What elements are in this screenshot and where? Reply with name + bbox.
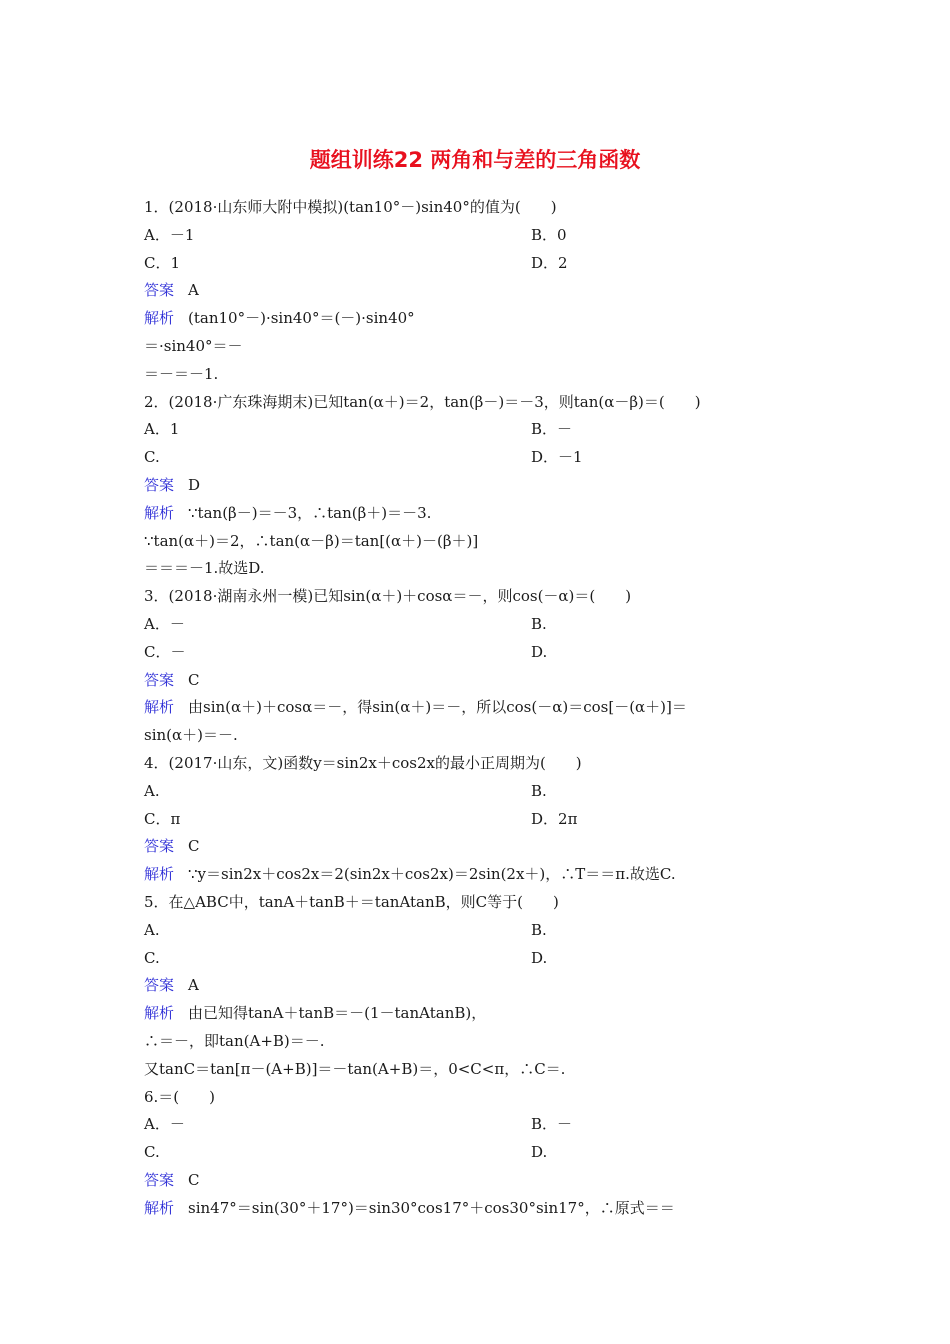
analysis-label: 解析 bbox=[144, 503, 175, 522]
q5-answer bbox=[144, 972, 812, 1000]
q1-stem: 1．(2018·山东师大附中模拟)(tan10°－)sin40°的值为( ) bbox=[144, 198, 557, 216]
q5-option-c: C. bbox=[144, 948, 160, 967]
q6-analysis bbox=[144, 1195, 812, 1223]
analysis-label: 解析 bbox=[144, 1004, 175, 1023]
q6-analysis-line-1: sin47°＝sin(30°＋17°)＝sin30°cos17°＋cos30°sin17°，∴原式＝＝ bbox=[188, 1198, 675, 1217]
analysis-label: 解析 bbox=[144, 309, 175, 328]
q6-answer bbox=[144, 1167, 812, 1195]
q2-answer-value: D bbox=[188, 475, 201, 494]
q6-options-ab bbox=[144, 1111, 812, 1139]
q1-option-b: B．0 bbox=[531, 225, 567, 244]
q1-analysis-line-2: ＝·sin40°＝－ bbox=[144, 336, 243, 355]
q4-option-a: A. bbox=[144, 781, 160, 800]
q3-analysis-line-2: sin(α＋)＝－. bbox=[144, 726, 238, 745]
q1-option-a: A．－1 bbox=[144, 225, 195, 244]
q2-analysis bbox=[144, 500, 812, 528]
q4-option-c: C．π bbox=[144, 809, 181, 828]
q6-stem: 6.＝( ) bbox=[144, 1087, 216, 1106]
q6-option-b: B．－ bbox=[531, 1115, 573, 1134]
q3-answer-value: C bbox=[188, 670, 200, 689]
answer-label: 答案 bbox=[144, 670, 175, 689]
q3-analysis-line-1: 由sin(α＋)＋cosα＝－，得sin(α＋)＝－，所以cos(－α)＝cos[－(α＋)]＝ bbox=[188, 698, 687, 717]
q2-analysis-line-1: ∵tan(β－)＝－3，∴tan(β＋)＝－3. bbox=[188, 503, 432, 522]
q2-options-ab bbox=[144, 416, 812, 444]
q2-option-a: A．1 bbox=[144, 420, 180, 439]
q6-answer-value: C bbox=[188, 1170, 200, 1189]
q1-analysis-line-3: ＝－＝－1. bbox=[144, 364, 219, 383]
q5-option-a: A. bbox=[144, 920, 160, 939]
q3-option-d: D. bbox=[531, 642, 548, 661]
answer-label: 答案 bbox=[144, 475, 175, 494]
q5-option-b: B. bbox=[531, 920, 547, 939]
q2-option-d: D．－1 bbox=[531, 448, 583, 467]
q1-option-c: C．1 bbox=[144, 253, 181, 272]
q5-stem: 5．在△ABC中，tanA＋tanB＋＝tanAtanB，则C等于( ) bbox=[144, 892, 559, 911]
answer-label: 答案 bbox=[144, 1170, 175, 1189]
q2-stem: 2．(2018·广东珠海期末)已知tan(α＋)＝2，tan(β－)＝－3，则tan(α－β)＝( ) bbox=[144, 392, 701, 411]
q2-option-b: B．－ bbox=[531, 420, 573, 439]
q4-options-cd bbox=[144, 806, 812, 834]
q2-answer bbox=[144, 472, 812, 500]
q1-answer bbox=[144, 277, 812, 305]
q5-answer-value: A bbox=[188, 976, 199, 995]
q4-option-b: B. bbox=[531, 781, 547, 800]
q4-analysis-line-1: ∵y＝sin2x＋cos2x＝2(sin2x＋cos2x)＝2sin(2x＋)，∴T＝＝π.故选C. bbox=[188, 865, 676, 884]
q5-analysis-line-3: 又tanC＝tan[π－(A+B)]＝－tan(A+B)＝，0<C<π，∴C＝. bbox=[144, 1059, 566, 1078]
q6-option-c: C. bbox=[144, 1143, 160, 1162]
q5-analysis-line-1: 由已知得tanA＋tanB＝－(1－tanAtanB)， bbox=[188, 1004, 487, 1023]
q3-analysis bbox=[144, 694, 812, 722]
q1-options-cd bbox=[144, 250, 812, 278]
q1-analysis-line-1: (tan10°－)·sin40°＝(－)·sin40° bbox=[188, 309, 415, 328]
q6-option-a: A．－ bbox=[144, 1115, 185, 1134]
q1-analysis bbox=[144, 305, 812, 333]
q5-option-d: D. bbox=[531, 948, 548, 967]
q4-answer-value: C bbox=[188, 837, 200, 856]
q3-option-b: B. bbox=[531, 614, 547, 633]
q5-analysis bbox=[144, 1000, 812, 1028]
q3-options-cd bbox=[144, 639, 812, 667]
q4-answer bbox=[144, 833, 812, 861]
analysis-label: 解析 bbox=[144, 1198, 175, 1217]
answer-label: 答案 bbox=[144, 281, 175, 300]
q1-answer-value: A bbox=[188, 281, 199, 300]
q4-option-d: D．2π bbox=[531, 809, 578, 828]
q3-option-c: C．－ bbox=[144, 642, 186, 661]
q5-analysis-line-2: ∴＝－，即tan(A+B)＝－. bbox=[144, 1031, 325, 1050]
answer-label: 答案 bbox=[144, 976, 175, 995]
q2-option-c: C. bbox=[144, 448, 160, 467]
q5-options-cd bbox=[144, 945, 812, 973]
q4-stem: 4．(2017·山东，文)函数y＝sin2x＋cos2x的最小正周期为( ) bbox=[144, 753, 582, 772]
q4-options-ab bbox=[144, 778, 812, 806]
q2-analysis-line-2: ∵tan(α＋)＝2，∴tan(α－β)＝tan[(α＋)－(β＋)] bbox=[144, 531, 479, 550]
q2-analysis-line-3: ＝＝＝－1.故选D. bbox=[144, 559, 265, 578]
q3-options-ab bbox=[144, 611, 812, 639]
q3-answer bbox=[144, 667, 812, 695]
q6-options-cd bbox=[144, 1139, 812, 1167]
q3-option-a: A．－ bbox=[144, 614, 185, 633]
q6-option-d: D. bbox=[531, 1143, 548, 1162]
analysis-label: 解析 bbox=[144, 698, 175, 717]
question-list bbox=[144, 194, 812, 1222]
q5-options-ab bbox=[144, 917, 812, 945]
analysis-label: 解析 bbox=[144, 865, 175, 884]
answer-label: 答案 bbox=[144, 837, 175, 856]
q3-stem: 3．(2018·湖南永州一模)已知sin(α＋)＋cosα＝－，则cos(－α)＝( ) bbox=[144, 587, 632, 606]
q2-options-cd bbox=[144, 444, 812, 472]
q4-analysis bbox=[144, 861, 812, 889]
q1-option-d: D．2 bbox=[531, 253, 568, 272]
q1-options-ab bbox=[144, 222, 812, 250]
page-title: 题组训练22 两角和与差的三角函数 bbox=[309, 148, 641, 172]
